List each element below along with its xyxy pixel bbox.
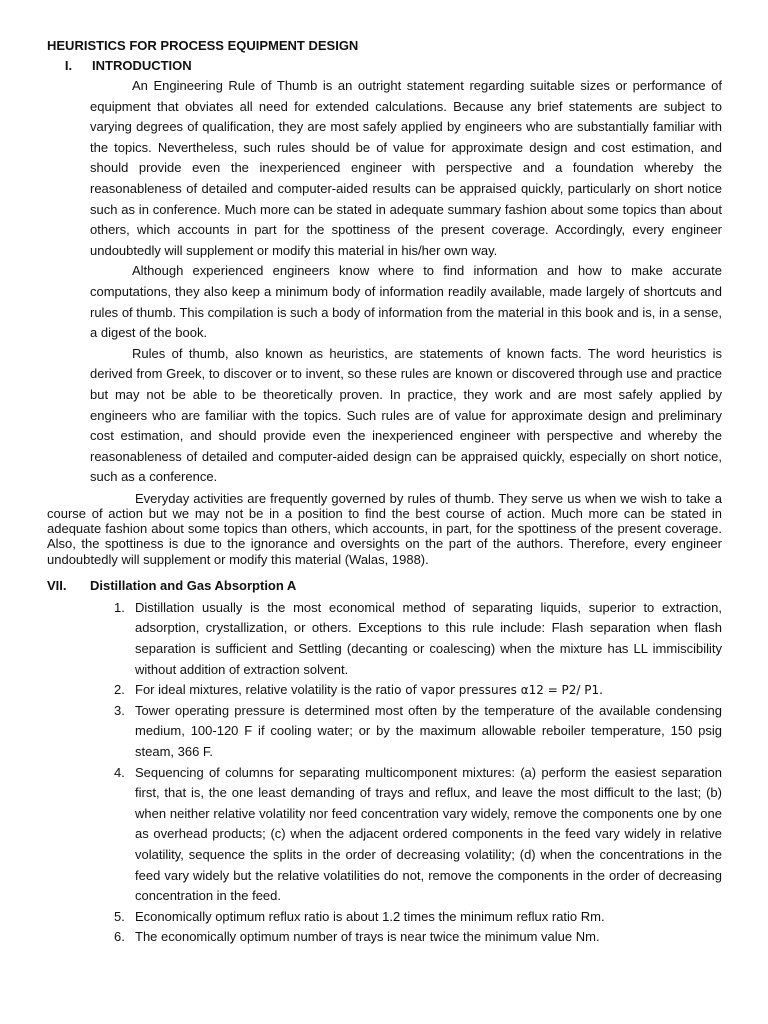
section-title: INTRODUCTION (92, 58, 192, 73)
list-item-text: For ideal mixtures, relative volatility is the rat (135, 682, 391, 698)
list-item-text: Economically optimum reflux ratio is about 1.2 times the minimum reflux ratio Rm. (135, 908, 605, 924)
list-item (114, 598, 722, 680)
list-item-text-formula: io of vapor pressures α12 = P2/ P1. (390, 683, 603, 698)
section-number: I. (64, 58, 73, 73)
paragraph: Rules of thumb, also known as heuristics, are statements of known facts. The word heuristics is derived from Greek, to discover or to invent, so these rules are known or discovered through use and practice but may not be able to be theoretically proven. In practice, they work and are most safely applied by engineers who are familiar with the topics. Such rules are of value for approximate design and preliminary cost estimation, and should provide even the inexperienced engineer with perspective and whereby the reasonableness of detailed and computer-aided design can be appraised quickly, especially on short notice, such as a conference. (90, 345, 722, 485)
document-title: HEURISTICS FOR PROCESS EQUIPMENT DESIGN (47, 38, 359, 53)
list-item (114, 763, 722, 907)
list-item-number: 1. (114, 599, 125, 615)
paragraph: Although experienced engineers know where to find information and how to make accurate computations, they also keep a minimum body of information readily available, made largely of shortcuts and rules of thumb. This compilation is such a body of information from the material in this book and is, in a sense, a digest of the book. (90, 263, 722, 341)
list-item-text: Sequencing of columns for separating multicomponent mixtures: (a) perform the easiest separation first, that is, the one least demanding of trays and reflux, and leave the most difficult to the last; (b) when neither relative volatility nor feed concentration vary widely, remove the components one by one as overhead products; (c) when the adjacent ordered components in the feed vary widely in relative volatility, sequence the splits in the order of decreasing volatility; (d) when the concentrations in the feed vary widely but the relative volatilities do not, remove the components in the order of decreasing concentration in the feed. (135, 764, 722, 904)
section-heading-distillation (47, 576, 722, 596)
list-item-number: 5. (114, 908, 125, 924)
list-item (114, 701, 722, 763)
list-item-text: Distillation usually is the most economical method of separating liquids, superior to extraction, adsorption, crystallization, or others. Exceptions to this rule include: Flash separation when flash separation is sufficient and Settling (decanting or coalescing) when the mixture has LL immiscibility without addition of extraction solvent. (135, 599, 722, 677)
section-title: Distillation and Gas Absorption A (90, 577, 297, 593)
list-item (114, 680, 722, 701)
list-item-text: Tower operating pressure is determined most often by the temperature of the available condensing medium, 100-120 F if cooling water; or by the maximum allowable reboiler temperature, 150 psig steam, 366 F. (135, 702, 722, 760)
list-item (114, 907, 722, 928)
list-item-text: The economically optimum number of trays is near twice the minimum value Nm. (135, 929, 600, 945)
paragraph: An Engineering Rule of Thumb is an outright statement regarding suitable sizes or performance of equipment that obviates all need for extended calculations. Because any brief statements are subject to varying degrees of qualification, they are most safely applied by engineers who are substantially familiar with the topics. Nevertheless, such rules should be of value for approximate design and cost estimation, and should provide even the inexperienced engineer with perspective and a foundation whereby the reasonableness of detailed and computer-aided results can be appraised quickly, particularly on short notice such as in conference. Much more can be stated in adequate summary fashion about some topics than about others, which accounts in part for the spottiness of the present coverage. Accordingly, every engineer undoubtedly will supplement or modify this material in his/her own way. (90, 78, 722, 258)
rules-list (47, 598, 722, 948)
list-item-number: 4. (114, 764, 125, 780)
section-heading-introduction (47, 56, 722, 76)
list-item-number: 6. (114, 929, 125, 945)
list-item-number: 2. (114, 682, 125, 698)
paragraph-dense: Everyday activities are frequently governed by rules of thumb. They serve us when we wish to take a course of action but we may not be in a position to find the best course of action. Much more can be stated in adequate fashion about some topics than others, which accounts, in part, for the spottiness of the present coverage. Also, the spottiness is due to the ignorance and oversights on the part of the authors. Therefore, every engineer undoubtedly will supplement or modify this material (Walas, 1988). (47, 490, 722, 567)
list-item-number: 3. (114, 702, 125, 718)
section-number: VII. (47, 577, 67, 593)
list-item (114, 927, 722, 948)
